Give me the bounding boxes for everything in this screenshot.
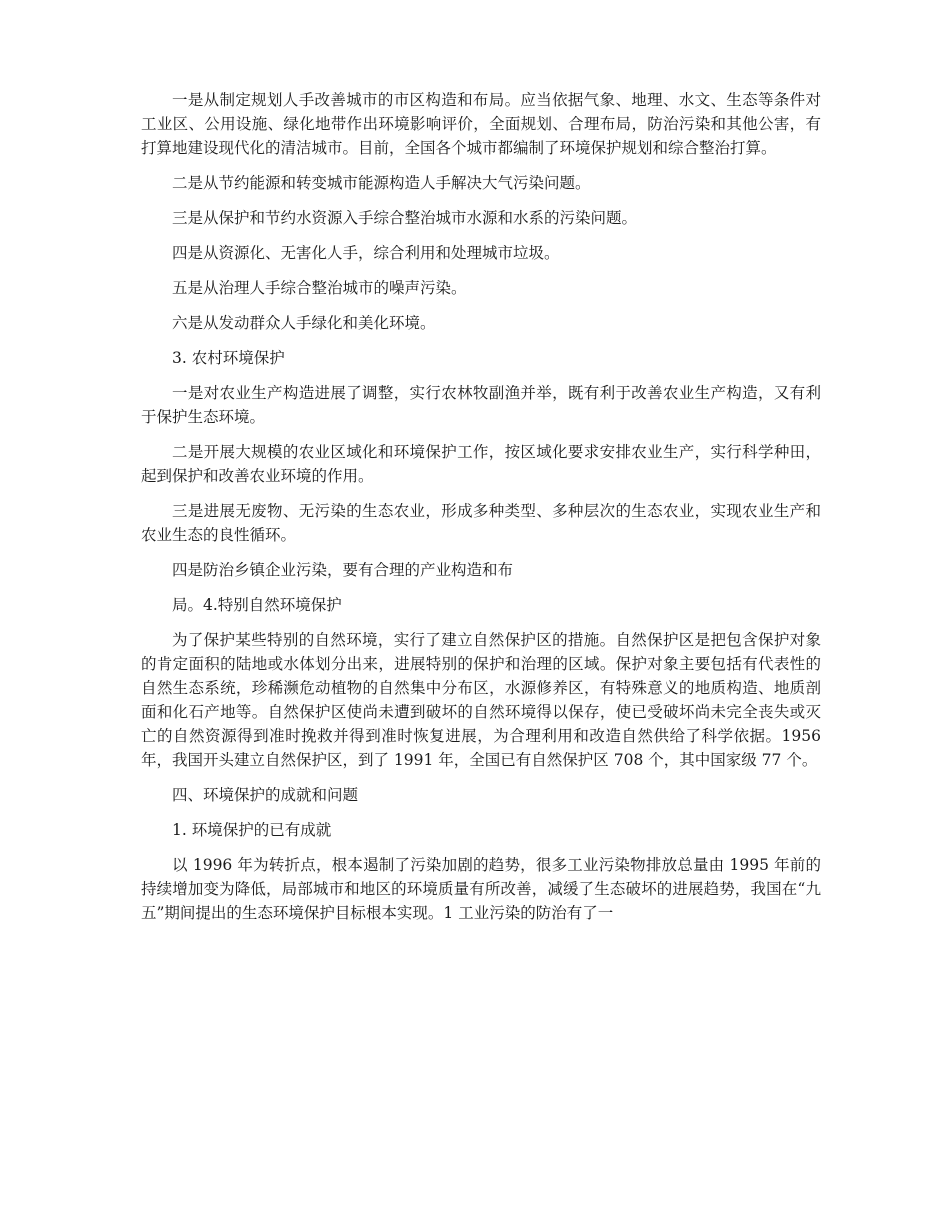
- paragraph-rural-regional: 二是开展大规模的农业区域化和环境保护工作，按区域化要求安排农业生产，实行科学种田，起到保护和改善农业环境的作用。: [141, 443, 821, 485]
- heading-special-nature: 局。4.特别自然环境保护: [172, 596, 342, 614]
- heading-achievements: 1. 环境保护的已有成就: [172, 821, 332, 839]
- paragraph-urban-garbage: 四是从资源化、无害化人手，综合利用和处理城市垃圾。: [172, 244, 560, 262]
- paragraph-rural-township: 四是防治乡镇企业污染，要有合理的产业构造和布: [172, 561, 514, 579]
- heading-achievements-problems: 四、环境保护的成就和问题: [172, 786, 359, 804]
- heading-rural-protection: 3. 农村环境保护: [172, 349, 285, 367]
- paragraph-nature-reserves: 为了保护某些特别的自然环境，实行了建立自然保护区的措施。自然保护区是把包含保护对象的肯定面积的陆地或水体划分出来，进展特别的保护和治理的区域。保护对象主要包括有代表性的自然生态系统，珍稀濒危动植物的自然集中分布区，水源修养区，有特殊意义的地质构造、地质剖面和化石产地等。自然保护区使尚未遭到破坏的自然环境得以保存，使已受破坏尚未完全丧失或灭亡的自然资源得到准时挽救并得到准时恢复进展，为合理利用和改造自然供给了科学依据。1956 年，我国开头建立自然保护区，到了 1991 年，全国已有自然保护区 708 个，其中国家级 77 个。: [141, 631, 821, 769]
- paragraph-urban-energy: 二是从节约能源和转变城市能源构造人手解决大气污染问题。: [172, 174, 591, 192]
- paragraph-rural-structure: 一是对农业生产构造进展了调整，实行农林牧副渔并举，既有利于改善农业生产构造，又有利于保护生态环境。: [141, 384, 821, 426]
- paragraph-achievements: 以 1996 年为转折点，根本遏制了污染加剧的趋势，很多工业污染物排放总量由 1995 年前的持续增加变为降低，局部城市和地区的环境质量有所改善，减缓了生态破坏的进展趋势，我国在“九五”期间提出的生态环境保护目标根本实现。1 工业污染的防治有了一: [141, 856, 821, 922]
- document-page: [141, 88, 821, 936]
- paragraph-urban-noise: 五是从治理人手综合整治城市的噪声污染。: [172, 279, 467, 297]
- paragraph-urban-water: 三是从保护和节约水资源入手综合整治城市水源和水系的污染问题。: [172, 209, 638, 227]
- paragraph-urban-plan: 一是从制定规划人手改善城市的市区构造和布局。应当依据气象、地理、水文、生态等条件对工业区、公用设施、绿化地带作出环境影响评价，全面规划、合理布局，防治污染和其他公害，有打算地建设现代化的清洁城市。目前，全国各个城市都编制了环境保护规划和综合整治打算。: [141, 91, 821, 157]
- paragraph-urban-greening: 六是从发动群众人手绿化和美化环境。: [172, 314, 436, 332]
- paragraph-rural-eco-agriculture: 三是进展无废物、无污染的生态农业，形成多种类型、多种层次的生态农业，实现农业生产和农业生态的良性循环。: [141, 502, 821, 544]
